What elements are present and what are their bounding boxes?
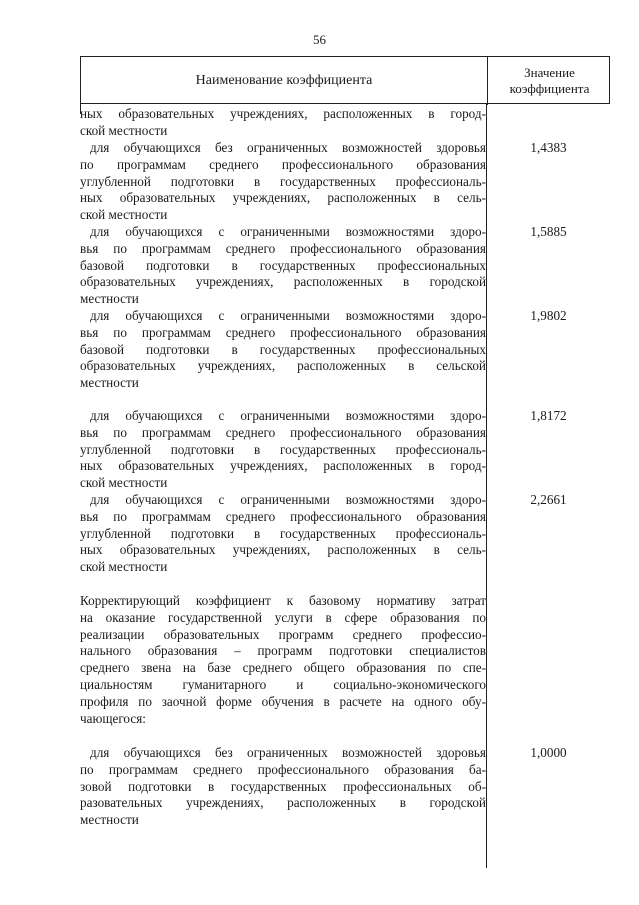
description-line: вья по программам среднего профессионального образования	[80, 324, 486, 340]
header-coefficient-value	[488, 65, 611, 97]
description-line: для обучающихся без ограниченных возможностей здоровья	[90, 745, 486, 760]
description-line: среднего звена на базе среднего общего образования по спе-	[80, 660, 486, 676]
coefficient-description	[80, 408, 486, 492]
description-line: для обучающихся с ограниченными возможностями здоро-	[90, 408, 486, 423]
description-line: Корректирующий коэффициент к базовому нормативу затрат	[80, 593, 486, 608]
header-value-line: коэффициента	[509, 81, 590, 96]
description-line: образовательных учреждениях, расположенных в городской	[80, 274, 486, 290]
description-line: местности	[80, 375, 139, 391]
description-line: нального образования – программ подготовки специалистов	[80, 643, 486, 659]
description-line: по программам среднего профессионального образования ба-	[80, 761, 486, 777]
description-line: базовой подготовки в государственных профессиональных	[80, 257, 486, 273]
description-line: вья по программам среднего профессионального образования	[80, 240, 486, 256]
header-value-line: Значение	[524, 65, 575, 80]
description-line: местности	[80, 812, 139, 828]
description-line: зовой подготовки в государственных профессиональных об-	[80, 778, 486, 794]
header-coefficient-name: Наименование коэффициента	[195, 73, 373, 88]
description-line: циальностям гуманитарного и социально-экономического	[80, 676, 486, 692]
description-line: местности	[80, 291, 139, 307]
coefficient-value: 1,0000	[530, 745, 567, 760]
coefficient-description	[80, 745, 486, 829]
coefficient-description	[80, 492, 486, 576]
description-line: базовой подготовки в государственных профессиональных	[80, 341, 486, 357]
description-line: разовательных учреждениях, расположенных в городской	[80, 795, 486, 811]
coefficient-description	[80, 140, 486, 224]
description-line: ской местности	[80, 475, 168, 491]
description-line: для обучающихся с ограниченными возможностями здоро-	[90, 308, 486, 323]
description-line: на оказание государственной услуги в сфере образования по	[80, 609, 486, 625]
description-line: вья по программам среднего профессионального образования	[80, 424, 486, 440]
description-line: углубленной подготовки в государственных профессиональ-	[80, 525, 486, 541]
description-line: профиля по заочной форме обучения в расчете на одного обу-	[80, 693, 486, 709]
table-header	[80, 56, 610, 104]
description-line: ных образовательных учреждениях, расположенных в сель-	[80, 190, 486, 206]
coefficient-value: 2,2661	[530, 492, 567, 507]
description-line: для обучающихся с ограниченными возможностями здоро-	[90, 492, 486, 507]
description-line: для обучающихся без ограниченных возможностей здоровья	[90, 140, 486, 155]
page-number: 56	[313, 32, 326, 47]
description-line: вья по программам среднего профессионального образования	[80, 508, 486, 524]
coefficient-description	[80, 308, 486, 392]
coefficient-value: 1,9802	[530, 308, 567, 323]
coefficient-table	[80, 56, 610, 868]
description-line: ных образовательных учреждениях, расположенных в сель-	[80, 542, 486, 558]
description-line: углубленной подготовки в государственных профессиональ-	[80, 173, 486, 189]
coefficient-value: 1,4383	[530, 140, 567, 155]
coefficient-description	[80, 106, 486, 140]
description-line: углубленной подготовки в государственных профессиональ-	[80, 441, 486, 457]
description-line: ных образовательных учреждениях, расположенных в город-	[80, 106, 486, 121]
description-line: образовательных учреждениях, расположенных в сельской	[80, 358, 486, 374]
description-line: ской местности	[80, 207, 168, 223]
description-line: для обучающихся с ограниченными возможностями здоро-	[90, 224, 486, 239]
coefficient-description	[80, 593, 486, 727]
coefficient-value: 1,8172	[530, 408, 567, 423]
coefficient-value: 1,5885	[530, 224, 567, 239]
description-line: реализации образовательных программ среднего профессио-	[80, 626, 486, 642]
description-line: ных образовательных учреждениях, расположенных в город-	[80, 458, 486, 474]
description-line: чающегося:	[80, 710, 146, 726]
description-line: ской местности	[80, 122, 168, 138]
coefficient-description	[80, 224, 486, 308]
description-line: по программам среднего профессионального образования	[80, 156, 486, 172]
description-line: ской местности	[80, 559, 168, 575]
